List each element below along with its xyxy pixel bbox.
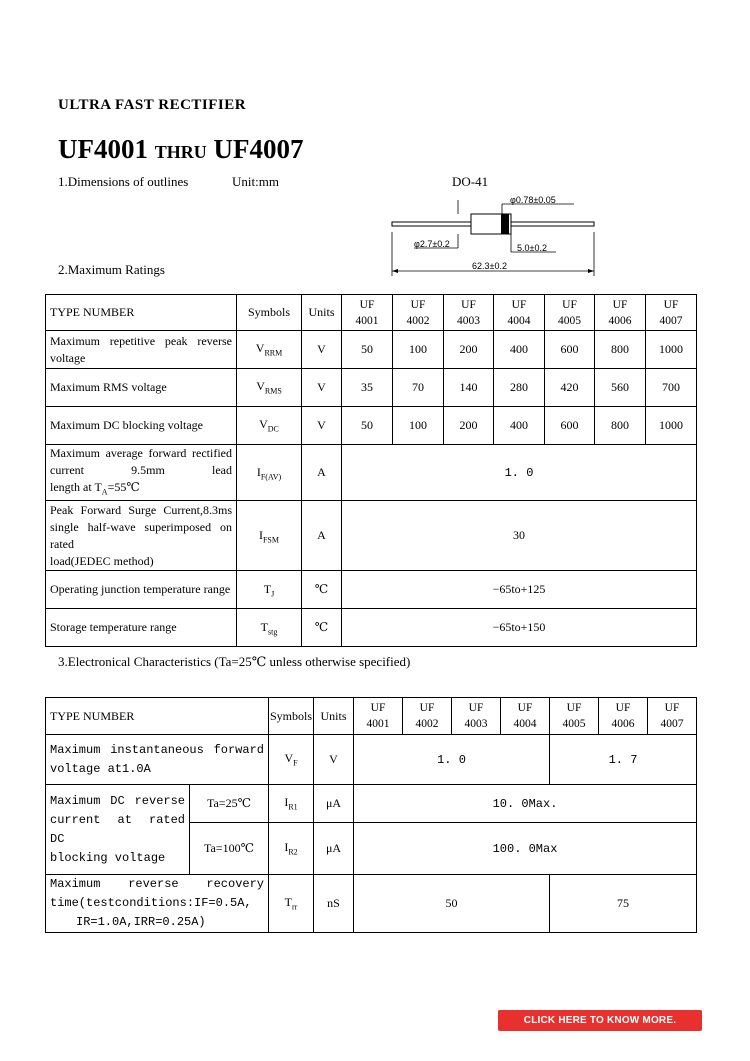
row-symbol: $I_{R1}$ [269, 785, 314, 823]
document-subtitle: ULTRA FAST RECTIFIER [58, 97, 247, 113]
value-cell: 75 [550, 875, 697, 933]
value-cell: 200 [444, 407, 494, 445]
row-unit: A [302, 501, 342, 571]
row-description: Maximum average forward rectified current 9.5mm lead length at $T_A=55℃$ [46, 445, 237, 501]
row-unit: μA [314, 785, 354, 823]
value-cell: 30 [342, 501, 697, 571]
value-cell: 140 [444, 369, 494, 407]
document-title [58, 134, 304, 165]
row-vdc [46, 407, 697, 445]
part-header: UF 4004 [501, 698, 550, 735]
title-part-start: UF4001 [58, 134, 148, 164]
row-ifsm [46, 501, 697, 571]
value-cell: 35 [342, 369, 393, 407]
value-cell: 400 [494, 407, 545, 445]
row-symbol: $I_{F(AV)}$ [237, 445, 302, 501]
header-units: Units [314, 698, 354, 735]
section-electrical-label: 3.Electronical Characteristics (Ta=25℃ unless otherwise specified) [58, 654, 411, 669]
row-symbol: $V_F$ [269, 735, 314, 785]
row-description: Maximum repetitive peak reverse voltage [46, 331, 237, 369]
row-trr [46, 875, 697, 933]
maximum-ratings-table [45, 294, 697, 647]
value-cell: 50 [342, 331, 393, 369]
value-cell: 600 [545, 407, 595, 445]
value-cell: 1. 0 [354, 735, 550, 785]
header-units: Units [302, 295, 342, 331]
part-header: UF 4001 [354, 698, 403, 735]
part-header: UF 4006 [599, 698, 648, 735]
do41-outline-diagram [378, 192, 600, 276]
row-description: Maximum RMS voltage [46, 369, 237, 407]
value-cell: 70 [393, 369, 444, 407]
ratings-header-row [46, 295, 697, 331]
header-symbols: Symbols [237, 295, 302, 331]
part-header: UF 4002 [403, 698, 452, 735]
title-thru: THRU [154, 142, 207, 162]
value-cell: 1. 7 [550, 735, 697, 785]
part-header: UF 4007 [646, 295, 697, 331]
row-unit: V [314, 735, 354, 785]
row-symbol: $V_{DC}$ [237, 407, 302, 445]
row-vrrm [46, 331, 697, 369]
total-length-label: 62.3±0.2 [472, 261, 507, 271]
row-unit: V [302, 407, 342, 445]
row-ir1 [46, 785, 697, 823]
value-cell: 100. 0Max [354, 823, 697, 875]
section-dimensions-unit: Unit:mm [232, 174, 279, 189]
row-symbol: $T_J$ [237, 571, 302, 609]
part-header: UF 4003 [452, 698, 501, 735]
value-cell: 420 [545, 369, 595, 407]
value-cell: 560 [595, 369, 646, 407]
row-symbol: $V_{RMS}$ [237, 369, 302, 407]
value-cell: 1000 [646, 407, 697, 445]
value-cell: 800 [595, 407, 646, 445]
value-cell: 1. 0 [342, 445, 697, 501]
header-type-number: TYPE NUMBER [46, 698, 269, 735]
row-description: Peak Forward Surge Current,8.3ms single half-wave superimposed on rated load(JEDEC method) [46, 501, 237, 571]
part-header: UF 4005 [550, 698, 599, 735]
row-unit: V [302, 369, 342, 407]
row-tstg [46, 609, 697, 647]
row-vf [46, 735, 697, 785]
part-header: UF 4003 [444, 295, 494, 331]
package-name: DO-41 [452, 174, 489, 189]
row-description: Storage temperature range [46, 609, 237, 647]
part-header: UF 4004 [494, 295, 545, 331]
section-ratings-label: 2.Maximum Ratings [58, 262, 165, 277]
header-type-number: TYPE NUMBER [46, 295, 237, 331]
value-cell: 200 [444, 331, 494, 369]
part-header: UF 4007 [648, 698, 697, 735]
part-header: UF 4001 [342, 295, 393, 331]
row-unit: ℃ [302, 609, 342, 647]
electrical-characteristics-table [45, 697, 697, 933]
section-dimensions-label: 1.Dimensions of outlines [58, 174, 189, 189]
know-more-button[interactable]: CLICK HERE TO KNOW MORE. [498, 1010, 702, 1031]
value-cell: 800 [595, 331, 646, 369]
row-condition: Ta=25℃ [190, 785, 269, 823]
row-unit: A [302, 445, 342, 501]
title-part-end: UF4007 [213, 134, 304, 164]
row-description: Maximum DC reverse current at rated DC blocking voltage [46, 785, 190, 875]
row-unit: nS [314, 875, 354, 933]
value-cell: 280 [494, 369, 545, 407]
row-symbol: $T_{stg}$ [237, 609, 302, 647]
header-symbols: Symbols [269, 698, 314, 735]
value-cell: 100 [393, 407, 444, 445]
value-cell: 600 [545, 331, 595, 369]
row-unit: V [302, 331, 342, 369]
part-header: UF 4005 [545, 295, 595, 331]
elec-header-row [46, 698, 697, 735]
row-vrms [46, 369, 697, 407]
value-cell: 1000 [646, 331, 697, 369]
part-header: UF 4006 [595, 295, 646, 331]
row-tj [46, 571, 697, 609]
value-cell: 100 [393, 331, 444, 369]
row-unit: μA [314, 823, 354, 875]
value-cell: 700 [646, 369, 697, 407]
row-symbol: $T_{rr}$ [269, 875, 314, 933]
row-symbol: $V_{RRM}$ [237, 331, 302, 369]
value-cell: −65to+125 [342, 571, 697, 609]
lead-diameter-label: φ0.78±0.05 [510, 195, 556, 205]
row-unit: ℃ [302, 571, 342, 609]
value-cell: −65to+150 [342, 609, 697, 647]
value-cell: 10. 0Max. [354, 785, 697, 823]
row-condition: Ta=100℃ [190, 823, 269, 875]
body-length-label: 5.0±0.2 [517, 243, 547, 253]
part-header: UF 4002 [393, 295, 444, 331]
row-symbol: $I_{R2}$ [269, 823, 314, 875]
row-symbol: $I_{FSM}$ [237, 501, 302, 571]
value-cell: 50 [342, 407, 393, 445]
body-diameter-label: φ2.7±0.2 [414, 239, 450, 249]
row-ifav [46, 445, 697, 501]
row-description: Maximum DC blocking voltage [46, 407, 237, 445]
row-description: Operating junction temperature range [46, 571, 237, 609]
row-description: Maximum instantaneous forward voltage at1.0A [46, 735, 269, 785]
value-cell: 50 [354, 875, 550, 933]
row-description: Maximum reverse recovery time(testconditions:IF=0.5A, IR=1.0A,IRR=0.25A) [46, 875, 269, 933]
value-cell: 400 [494, 331, 545, 369]
